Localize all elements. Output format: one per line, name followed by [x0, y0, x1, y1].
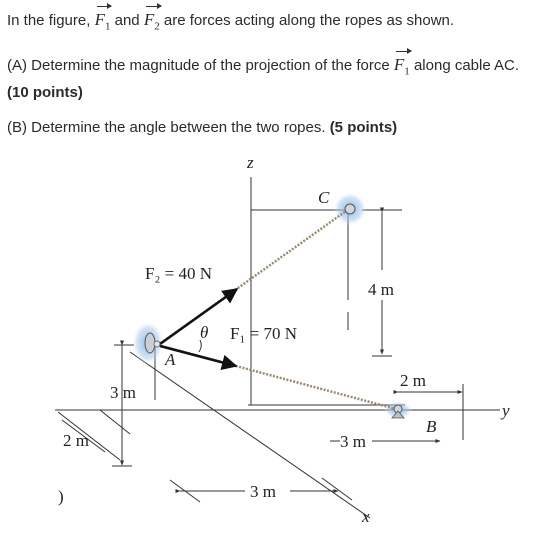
label-c: C	[318, 188, 330, 207]
hook-c	[345, 204, 355, 214]
intro-and: and	[114, 12, 140, 29]
vector-f1: $F_1$	[95, 9, 111, 37]
label-y: y	[502, 401, 510, 420]
intro-line	[7, 9, 454, 37]
label-paren: )	[58, 487, 64, 506]
intro-prefix: In the figure,	[7, 12, 91, 29]
label-f2: F₂ = 40 N	[145, 264, 212, 283]
label-3m-bottom: 3 m	[250, 482, 276, 501]
force-diagram	[0, 140, 545, 536]
dim-left-guide	[100, 410, 130, 434]
label-x: x	[362, 507, 370, 526]
label-f1: F₁ = 70 N	[230, 324, 297, 343]
label-a: A	[165, 350, 176, 369]
intro-suffix: are forces acting along the ropes as shown.	[163, 12, 455, 29]
label-b: B	[426, 417, 437, 436]
label-2m-right: 2 m	[400, 371, 426, 390]
part-a-text-after: along cable AC.	[413, 57, 520, 74]
label-3m-mid: 3 m	[340, 432, 366, 451]
vector-f1-part-a: $F_1$	[394, 54, 410, 82]
vector-f2: $F_2$	[144, 9, 160, 37]
label-theta: θ	[200, 323, 209, 342]
part-b-points: (5 points)	[329, 119, 398, 136]
part-a-text: (A) Determine the magnitude of the projection of the force	[7, 57, 390, 74]
label-4m: 4 m	[368, 280, 394, 299]
part-a-points: (10 points)	[7, 84, 83, 102]
force-f2-arrow	[160, 289, 237, 344]
part-b	[7, 117, 397, 139]
hook-a	[154, 341, 160, 347]
part-a	[7, 54, 537, 104]
label-2m-left: 2 m	[63, 431, 89, 450]
label-3m-left: 3 m	[110, 383, 136, 402]
bracket-a	[145, 333, 155, 353]
dim-bottom-tick-right	[322, 478, 352, 500]
label-z: z	[247, 153, 254, 172]
part-b-text: (B) Determine the angle between the two ropes.	[7, 119, 326, 136]
